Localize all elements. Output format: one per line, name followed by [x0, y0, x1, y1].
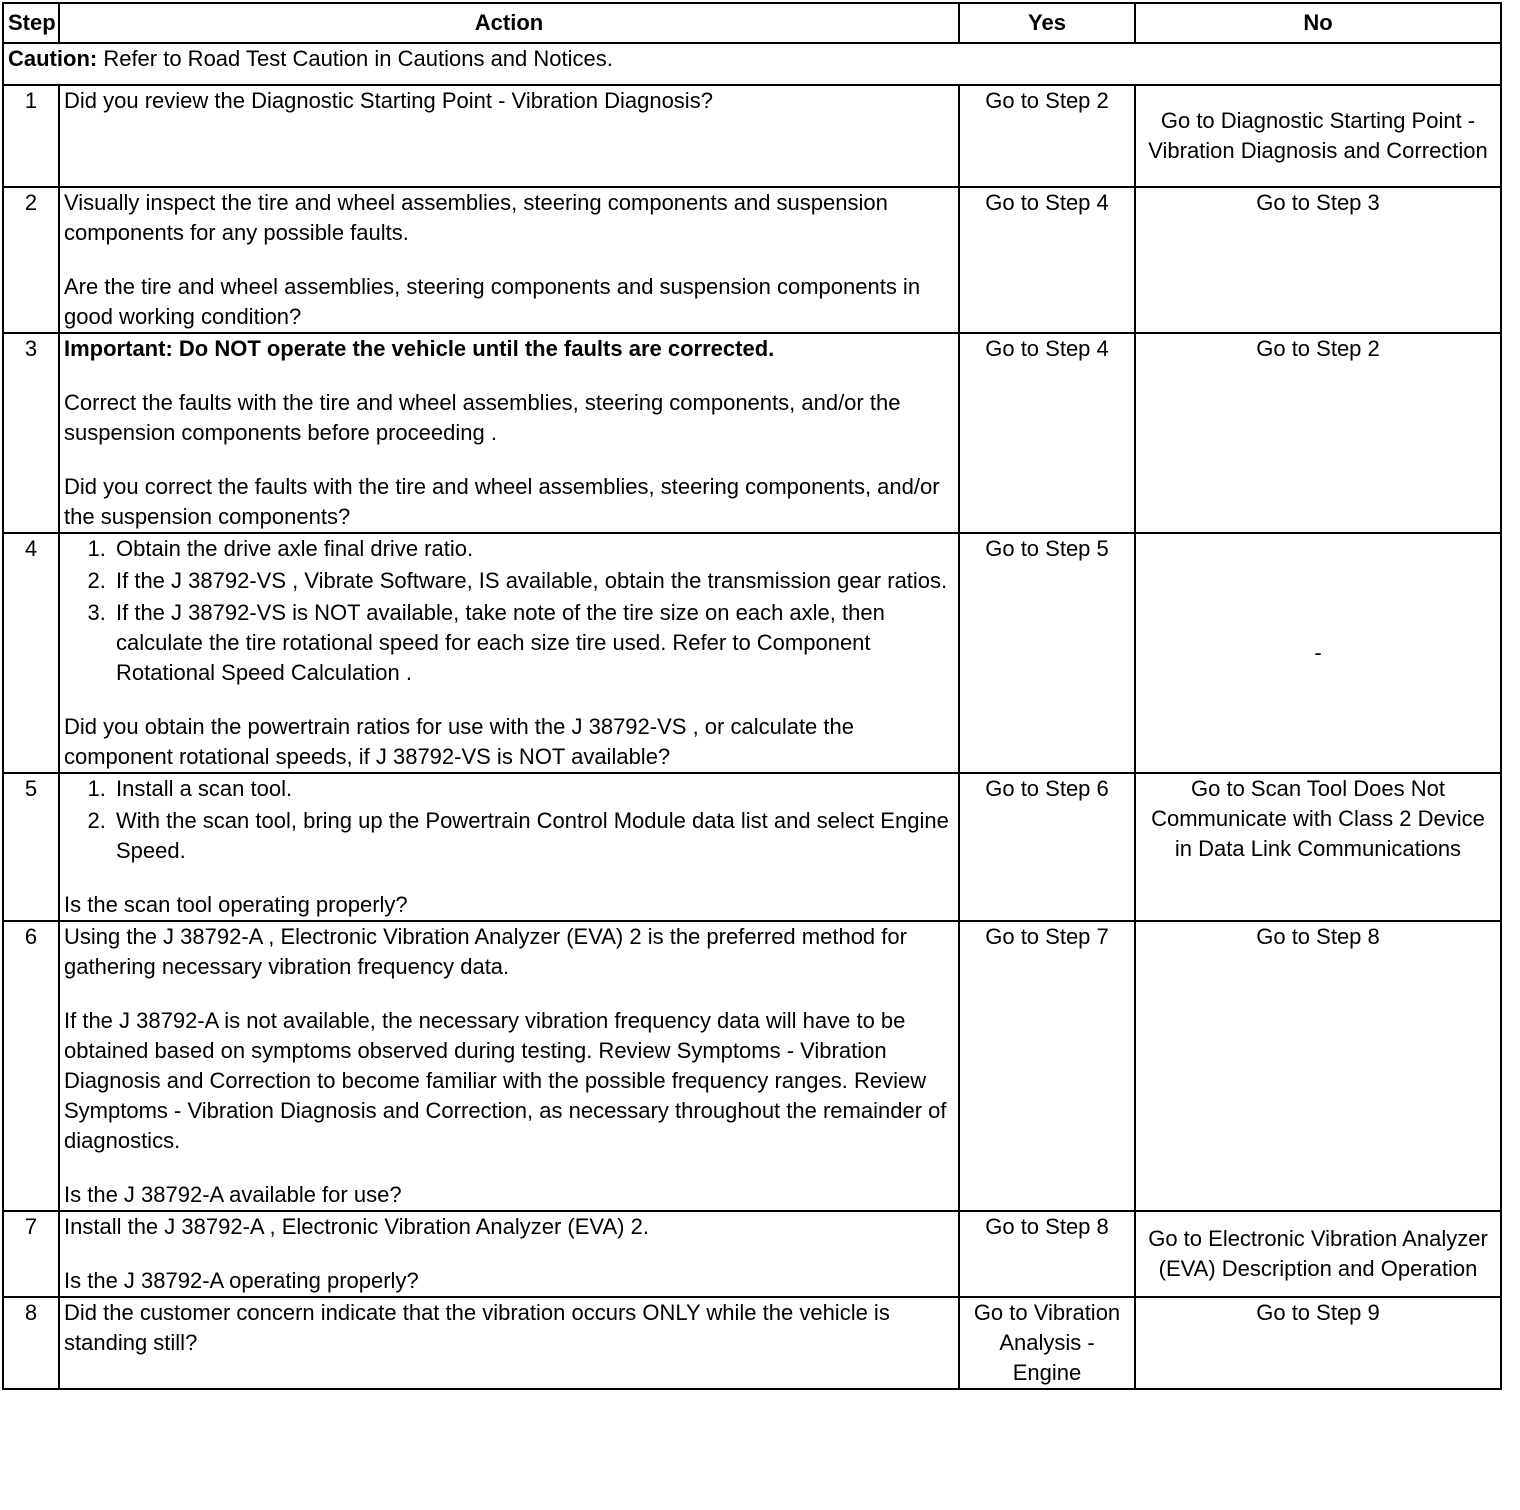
action-cell: [59, 187, 959, 333]
caution-label: Caution:: [8, 46, 98, 71]
yes-link[interactable]: Go to Step 8: [959, 1211, 1135, 1297]
header-row: [3, 3, 1501, 43]
table-row: [3, 333, 1501, 533]
action-question: Is the J 38792-A available for use?: [64, 1182, 402, 1207]
header-yes: Yes: [959, 3, 1135, 43]
important-note: Important: Do NOT operate the vehicle until the faults are corrected.: [64, 336, 775, 361]
action-cell: [59, 1211, 959, 1297]
action-question: Did you correct the faults with the tire and wheel assemblies, steering components, and/or the suspension components?: [64, 474, 940, 529]
no-link[interactable]: Go to Step 2: [1135, 333, 1501, 533]
yes-link[interactable]: Go to Step 4: [959, 187, 1135, 333]
caution-cell: [3, 43, 1501, 85]
action-question: Did you review the Diagnostic Starting Point - Vibration Diagnosis?: [64, 88, 713, 113]
table-row: [3, 187, 1501, 333]
step-number: 2: [3, 187, 59, 333]
action-question: Is the J 38792-A operating properly?: [64, 1268, 419, 1293]
step-number: 1: [3, 85, 59, 187]
action-question: Did you obtain the powertrain ratios for use with the J 38792-VS , or calculate the component rotational speeds, if J 38792-VS is NOT available?: [64, 714, 854, 769]
table-row: [3, 921, 1501, 1211]
no-link[interactable]: Go to Electronic Vibration Analyzer (EVA) Description and Operation: [1135, 1211, 1501, 1297]
action-cell: [59, 1297, 959, 1389]
action-cell: [59, 921, 959, 1211]
table-row: [3, 1211, 1501, 1297]
step-number: 4: [3, 533, 59, 773]
action-list: [64, 774, 954, 866]
step-number: 6: [3, 921, 59, 1211]
table-row: [3, 1297, 1501, 1389]
list-item: 2. If the J 38792-VS , Vibrate Software, IS available, obtain the transmission gear ratios.: [112, 566, 954, 596]
no-link[interactable]: Go to Step 8: [1135, 921, 1501, 1211]
yes-link[interactable]: Go to Step 4: [959, 333, 1135, 533]
action-cell: [59, 773, 959, 921]
no-link[interactable]: Go to Step 9: [1135, 1297, 1501, 1389]
list-item: 3. If the J 38792-VS is NOT available, take note of the tire size on each axle, then calculate the tire rotational speed for each size tire used. Refer to Component Rotational Speed Calculation .: [112, 598, 954, 688]
step-number: 5: [3, 773, 59, 921]
no-link[interactable]: Go to Step 3: [1135, 187, 1501, 333]
table-row: [3, 533, 1501, 773]
action-question: Did the customer concern indicate that the vibration occurs ONLY while the vehicle is standing still?: [64, 1300, 890, 1355]
yes-link[interactable]: Go to Step 5: [959, 533, 1135, 773]
action-text: Using the J 38792-A , Electronic Vibration Analyzer (EVA) 2 is the preferred method for gathering necessary vibration frequency data.: [64, 924, 907, 979]
action-question: Is the scan tool operating properly?: [64, 892, 408, 917]
no-value: -: [1135, 533, 1501, 773]
table-row: [3, 773, 1501, 921]
header-step: Step: [3, 3, 59, 43]
action-text: Install the J 38792-A , Electronic Vibration Analyzer (EVA) 2.: [64, 1214, 649, 1239]
header-no: No: [1135, 3, 1501, 43]
action-list: [64, 534, 954, 688]
caution-text: Refer to Road Test Caution in Cautions and Notices.: [97, 46, 613, 71]
header-action: Action: [59, 3, 959, 43]
yes-link[interactable]: Go to Step 7: [959, 921, 1135, 1211]
no-link[interactable]: Go to Diagnostic Starting Point - Vibration Diagnosis and Correction: [1135, 85, 1501, 187]
no-link[interactable]: Go to Scan Tool Does Not Communicate with Class 2 Device in Data Link Communications: [1135, 773, 1501, 921]
list-item: 2. With the scan tool, bring up the Powertrain Control Module data list and select Engine Speed.: [112, 806, 954, 866]
action-text: Visually inspect the tire and wheel assemblies, steering components and suspension components for any possible faults.: [64, 190, 888, 245]
list-item: 1. Obtain the drive axle final drive ratio.: [112, 534, 954, 564]
table-row: [3, 85, 1501, 187]
action-question: Are the tire and wheel assemblies, steering components and suspension components in good working condition?: [64, 274, 921, 329]
step-number: 7: [3, 1211, 59, 1297]
step-number: 3: [3, 333, 59, 533]
yes-link[interactable]: Go to Step 6: [959, 773, 1135, 921]
yes-link[interactable]: Go to Step 2: [959, 85, 1135, 187]
list-item: 1. Install a scan tool.: [112, 774, 954, 804]
yes-link[interactable]: Go to Vibration Analysis - Engine: [959, 1297, 1135, 1389]
action-cell: [59, 533, 959, 773]
action-text: Correct the faults with the tire and wheel assemblies, steering components, and/or the suspension components before proceeding .: [64, 390, 901, 445]
action-text: If the J 38792-A is not available, the necessary vibration frequency data will have to be obtained based on symptoms observed during testing. Review Symptoms - Vibration Diagnosis and Correction to become familiar with the possible frequency ranges. Review Symptoms - Vibration Diagnosis and Correction, as necessary throughout the remainder of diagnostics.: [64, 1008, 947, 1153]
diagnostic-table: [2, 2, 1502, 1390]
step-number: 8: [3, 1297, 59, 1389]
action-cell: [59, 333, 959, 533]
action-cell: [59, 85, 959, 187]
caution-row: [3, 43, 1501, 85]
